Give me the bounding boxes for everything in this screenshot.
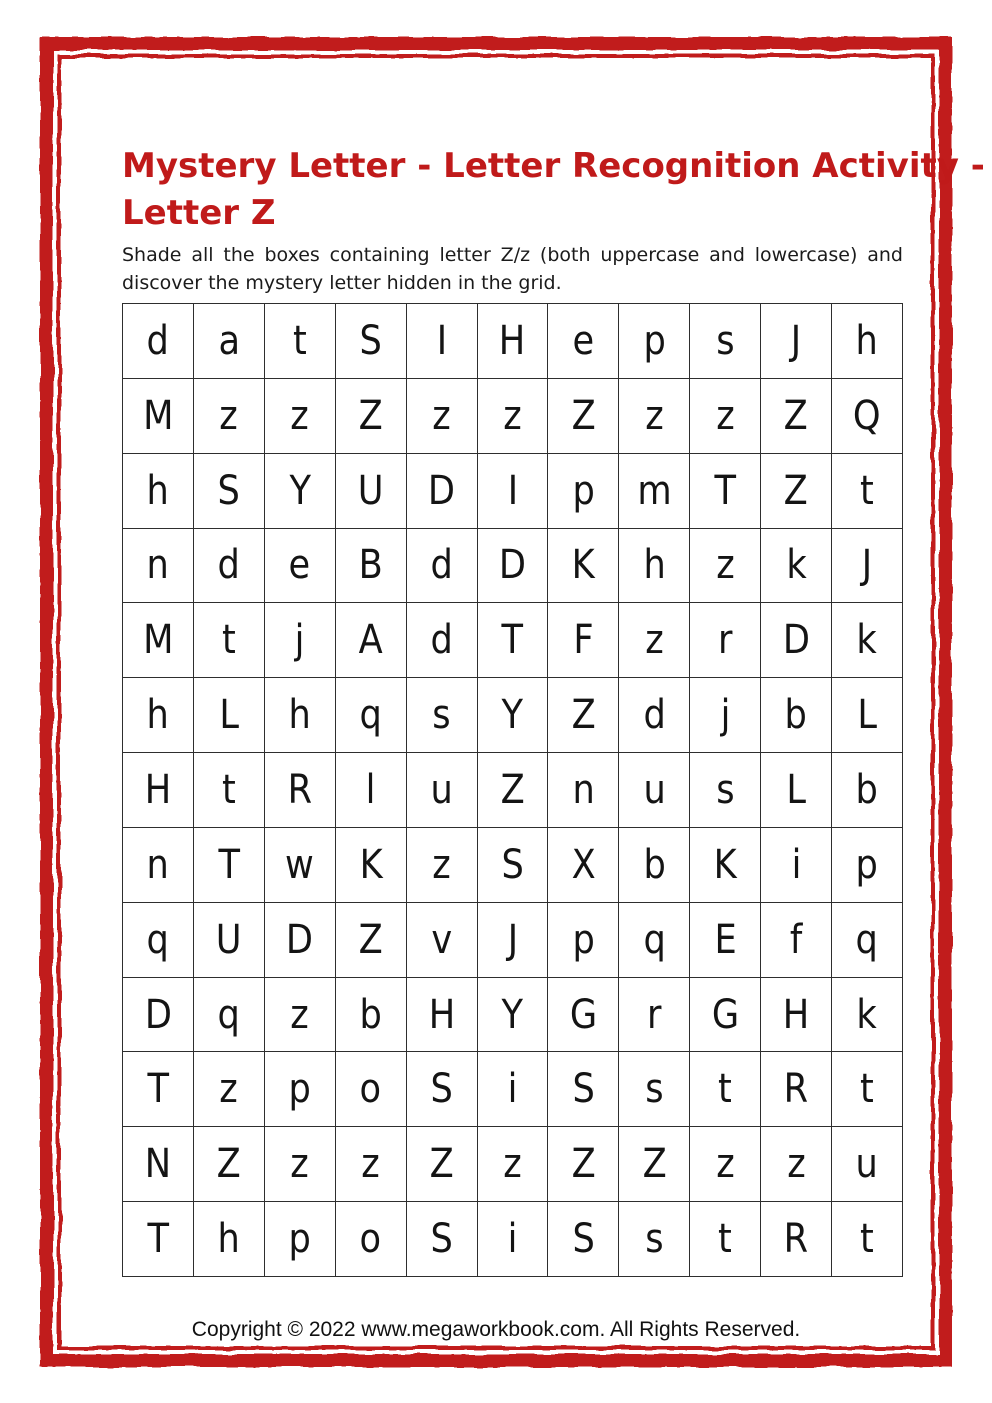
grid-cell-letter: n xyxy=(146,841,170,888)
grid-cell-letter: Y xyxy=(289,467,311,514)
grid-cell-letter: h xyxy=(217,1216,241,1263)
grid-cell-letter: D xyxy=(498,542,527,589)
grid-cell[interactable] xyxy=(123,903,193,977)
grid-cell-letter: h xyxy=(146,692,170,739)
grid-cell[interactable] xyxy=(265,603,335,677)
grid-cell[interactable] xyxy=(690,1052,760,1126)
grid-cell-letter: d xyxy=(430,542,453,589)
grid-cell[interactable] xyxy=(478,1202,548,1276)
grid-cell[interactable] xyxy=(265,1127,335,1201)
grid-cell-letter: d xyxy=(643,692,666,739)
grid-cell[interactable] xyxy=(336,529,406,603)
grid-cell-letter: R xyxy=(783,1066,809,1113)
grid-cell-letter: L xyxy=(219,692,239,739)
grid-cell[interactable] xyxy=(123,978,193,1052)
grid-cell-letter: d xyxy=(430,617,453,664)
grid-cell-letter: t xyxy=(860,467,874,514)
grid-cell-letter: d xyxy=(146,317,170,364)
grid-cell-letter: s xyxy=(645,1216,664,1263)
grid-cell-letter: p xyxy=(572,916,595,963)
grid-cell[interactable] xyxy=(619,903,689,977)
grid-cell[interactable] xyxy=(336,678,406,752)
grid-cell[interactable] xyxy=(407,1052,477,1126)
grid-cell[interactable] xyxy=(761,753,831,827)
grid-cell[interactable] xyxy=(265,753,335,827)
grid-cell-letter: z xyxy=(290,1141,310,1188)
grid-cell-letter: p xyxy=(855,841,879,888)
grid-cell[interactable] xyxy=(548,903,618,977)
grid-cell-letter: Z xyxy=(571,392,596,439)
grid-cell[interactable] xyxy=(336,304,406,378)
grid-cell[interactable] xyxy=(690,529,760,603)
grid-cell-letter: k xyxy=(856,991,878,1038)
grid-cell-letter: J xyxy=(790,317,802,364)
grid-cell-letter: z xyxy=(715,1141,735,1188)
grid-cell[interactable] xyxy=(548,1202,618,1276)
grid-cell-letter: G xyxy=(711,991,739,1038)
grid-cell-letter: z xyxy=(503,1141,522,1188)
grid-cell-letter: Y xyxy=(501,692,524,739)
grid-cell-letter: n xyxy=(572,766,595,813)
grid-cell-letter: A xyxy=(358,617,383,664)
grid-cell[interactable] xyxy=(619,678,689,752)
grid-cell-letter: r xyxy=(647,991,662,1038)
grid-cell[interactable] xyxy=(761,903,831,977)
grid-cell[interactable] xyxy=(407,379,477,453)
grid-cell[interactable] xyxy=(336,1127,406,1201)
grid-cell-letter: Z xyxy=(358,916,383,963)
grid-cell[interactable] xyxy=(265,978,335,1052)
grid-cell[interactable] xyxy=(194,304,264,378)
grid-cell-letter: Z xyxy=(784,392,809,439)
grid-cell[interactable] xyxy=(761,678,831,752)
grid-cell-letter: h xyxy=(855,317,879,364)
grid-cell[interactable] xyxy=(123,529,193,603)
grid-cell[interactable] xyxy=(407,828,477,902)
grid-cell[interactable] xyxy=(619,379,689,453)
grid-cell[interactable] xyxy=(548,753,618,827)
grid-cell[interactable] xyxy=(265,903,335,977)
grid-cell-letter: T xyxy=(218,841,240,888)
grid-cell[interactable] xyxy=(194,1127,264,1201)
grid-cell[interactable] xyxy=(194,1052,264,1126)
grid-cell[interactable] xyxy=(619,1202,689,1276)
grid-cell[interactable] xyxy=(478,379,548,453)
grid-cell[interactable] xyxy=(194,529,264,603)
grid-cell[interactable] xyxy=(690,678,760,752)
grid-cell[interactable] xyxy=(407,753,477,827)
grid-cell[interactable] xyxy=(690,903,760,977)
grid-cell[interactable] xyxy=(336,1052,406,1126)
grid-cell-letter: t xyxy=(860,1066,874,1113)
grid-cell[interactable] xyxy=(194,379,264,453)
grid-cell-letter: K xyxy=(571,542,595,589)
grid-cell[interactable] xyxy=(761,978,831,1052)
grid-cell[interactable] xyxy=(407,529,477,603)
grid-cell-letter: T xyxy=(147,1216,169,1263)
grid-cell-letter: D xyxy=(144,991,172,1038)
grid-cell[interactable] xyxy=(619,1052,689,1126)
grid-cell[interactable] xyxy=(194,828,264,902)
grid-cell-letter: h xyxy=(643,542,666,589)
grid-cell-letter: Z xyxy=(216,1141,241,1188)
grid-cell[interactable] xyxy=(123,828,193,902)
grid-cell-letter: Q xyxy=(853,392,881,439)
grid-cell[interactable] xyxy=(407,678,477,752)
grid-cell-letter: z xyxy=(432,841,451,888)
grid-cell-letter: s xyxy=(716,317,735,364)
grid-cell[interactable] xyxy=(123,753,193,827)
grid-cell-letter: Z xyxy=(642,1141,667,1188)
grid-cell[interactable] xyxy=(407,304,477,378)
grid-cell[interactable] xyxy=(548,603,618,677)
grid-cell-letter: b xyxy=(643,841,666,888)
grid-cell-letter: t xyxy=(221,766,236,813)
grid-cell-letter: z xyxy=(361,1141,380,1188)
grid-cell-letter: Z xyxy=(358,392,383,439)
footer-copyright: Copyright © 2022 www.megaworkbook.com. All Rights Reserved. xyxy=(191,1318,801,1341)
grid-cell[interactable] xyxy=(336,753,406,827)
grid-cell[interactable] xyxy=(690,454,760,528)
grid-cell[interactable] xyxy=(761,529,831,603)
grid-cell[interactable] xyxy=(690,828,760,902)
grid-cell[interactable] xyxy=(832,603,902,677)
grid-cell[interactable] xyxy=(478,529,548,603)
grid-cell-letter: s xyxy=(432,692,451,739)
grid-cell[interactable] xyxy=(832,978,902,1052)
grid-cell[interactable] xyxy=(619,603,689,677)
grid-cell-letter: h xyxy=(288,692,311,739)
grid-cell[interactable] xyxy=(265,678,335,752)
grid-cell-letter: H xyxy=(499,317,526,364)
grid-cell[interactable] xyxy=(265,454,335,528)
grid-cell[interactable] xyxy=(336,454,406,528)
grid-cell[interactable] xyxy=(548,1127,618,1201)
grid-cell[interactable] xyxy=(548,304,618,378)
grid-cell[interactable] xyxy=(265,1202,335,1276)
grid-cell-letter: N xyxy=(144,1141,172,1188)
grid-cell-letter: X xyxy=(571,841,596,888)
grid-cell[interactable] xyxy=(336,978,406,1052)
grid-cell[interactable] xyxy=(478,828,548,902)
grid-cell-letter: R xyxy=(287,766,312,813)
grid-cell-letter: m xyxy=(637,467,672,514)
page-title-line1: Mystery Letter - Letter Recognition Activity - xyxy=(122,145,985,186)
grid-cell-letter: v xyxy=(431,916,452,963)
grid-cell-letter: L xyxy=(857,692,877,739)
grid-cell[interactable] xyxy=(690,304,760,378)
grid-cell[interactable] xyxy=(832,304,902,378)
letter-grid xyxy=(122,303,903,1277)
grid-cell[interactable] xyxy=(194,678,264,752)
grid-cell-letter: T xyxy=(147,1066,169,1113)
page-title xyxy=(122,143,985,237)
grid-cell[interactable] xyxy=(336,828,406,902)
grid-cell[interactable] xyxy=(478,753,548,827)
grid-cell-letter: U xyxy=(357,467,384,514)
grid-cell-letter: l xyxy=(365,766,376,813)
grid-cell[interactable] xyxy=(761,603,831,677)
grid-cell-letter: p xyxy=(288,1216,311,1263)
grid-cell[interactable] xyxy=(832,1202,902,1276)
grid-cell[interactable] xyxy=(548,379,618,453)
grid-cell[interactable] xyxy=(336,379,406,453)
grid-cell-letter: o xyxy=(359,1216,382,1263)
grid-cell[interactable] xyxy=(548,454,618,528)
grid-cell[interactable] xyxy=(194,1202,264,1276)
grid-cell[interactable] xyxy=(832,903,902,977)
grid-cell[interactable] xyxy=(690,1202,760,1276)
grid-cell[interactable] xyxy=(123,678,193,752)
grid-cell[interactable] xyxy=(619,1127,689,1201)
grid-cell[interactable] xyxy=(123,379,193,453)
grid-cell-letter: D xyxy=(428,467,456,514)
grid-cell-letter: D xyxy=(782,617,810,664)
grid-cell-letter: b xyxy=(784,692,808,739)
grid-cell[interactable] xyxy=(761,1052,831,1126)
grid-cell[interactable] xyxy=(619,978,689,1052)
grid-cell[interactable] xyxy=(194,603,264,677)
grid-cell-letter: a xyxy=(218,317,240,364)
grid-cell-letter: t xyxy=(718,1066,733,1113)
grid-cell-letter: E xyxy=(714,916,737,963)
grid-cell-letter: Z xyxy=(429,1141,454,1188)
grid-cell[interactable] xyxy=(336,603,406,677)
grid-cell-letter: w xyxy=(285,841,315,888)
grid-cell[interactable] xyxy=(548,828,618,902)
grid-cell-letter: z xyxy=(503,392,522,439)
grid-cell-letter: d xyxy=(217,542,241,589)
grid-cell-letter: T xyxy=(714,467,736,514)
grid-cell[interactable] xyxy=(407,603,477,677)
grid-cell[interactable] xyxy=(619,304,689,378)
grid-cell-letter: F xyxy=(573,617,594,664)
grid-cell[interactable] xyxy=(690,753,760,827)
grid-cell-letter: b xyxy=(855,766,879,813)
grid-cell[interactable] xyxy=(832,379,902,453)
grid-cell-letter: b xyxy=(359,991,382,1038)
grid-cell-letter: S xyxy=(359,317,382,364)
grid-cell[interactable] xyxy=(194,454,264,528)
grid-cell-letter: u xyxy=(643,766,666,813)
grid-cell-letter: D xyxy=(286,916,314,963)
grid-cell-letter: R xyxy=(783,1216,809,1263)
grid-cell[interactable] xyxy=(690,978,760,1052)
grid-cell[interactable] xyxy=(407,1202,477,1276)
grid-cell[interactable] xyxy=(478,1127,548,1201)
grid-cell[interactable] xyxy=(265,379,335,453)
grid-cell-letter: s xyxy=(645,1066,664,1113)
grid-cell-letter: j xyxy=(294,617,305,664)
grid-cell[interactable] xyxy=(194,903,264,977)
grid-cell-letter: z xyxy=(786,1141,806,1188)
grid-cell-letter: t xyxy=(718,1216,733,1263)
grid-cell-letter: S xyxy=(430,1066,453,1113)
grid-cell-letter: e xyxy=(572,317,595,364)
grid-cell[interactable] xyxy=(761,304,831,378)
grid-cell[interactable] xyxy=(336,903,406,977)
grid-cell-letter: I xyxy=(507,467,518,514)
grid-cell-letter: Z xyxy=(571,1141,596,1188)
grid-cell-letter: Y xyxy=(501,991,524,1038)
grid-cell[interactable] xyxy=(478,304,548,378)
grid-cell[interactable] xyxy=(265,529,335,603)
grid-cell[interactable] xyxy=(123,1127,193,1201)
grid-cell[interactable] xyxy=(548,678,618,752)
grid-cell-letter: k xyxy=(785,542,807,589)
grid-cell-letter: p xyxy=(572,467,595,514)
grid-cell-letter: M xyxy=(142,392,174,439)
grid-cell-letter: q xyxy=(855,916,879,963)
grid-cell[interactable] xyxy=(690,1127,760,1201)
grid-cell[interactable] xyxy=(548,529,618,603)
grid-cell-letter: q xyxy=(359,692,382,739)
grid-cell[interactable] xyxy=(832,1127,902,1201)
grid-cell[interactable] xyxy=(194,978,264,1052)
grid-cell-letter: T xyxy=(501,617,524,664)
grid-cell-letter: e xyxy=(288,542,311,589)
grid-cell[interactable] xyxy=(478,978,548,1052)
grid-cell-letter: z xyxy=(645,392,664,439)
grid-cell-letter: k xyxy=(856,617,878,664)
grid-cell[interactable] xyxy=(265,304,335,378)
grid-cell-letter: S xyxy=(430,1216,453,1263)
grid-cell-letter: o xyxy=(359,1066,382,1113)
grid-cell[interactable] xyxy=(690,603,760,677)
grid-cell[interactable] xyxy=(761,379,831,453)
grid-cell-letter: z xyxy=(432,392,451,439)
grid-cell-letter: H xyxy=(782,991,810,1038)
grid-cell-letter: K xyxy=(713,841,737,888)
grid-cell[interactable] xyxy=(548,1052,618,1126)
grid-cell[interactable] xyxy=(407,1127,477,1201)
grid-cell[interactable] xyxy=(832,1052,902,1126)
grid-cell[interactable] xyxy=(832,529,902,603)
grid-cell-letter: z xyxy=(219,1066,239,1113)
grid-cell-letter: z xyxy=(715,542,735,589)
grid-cell-letter: J xyxy=(507,916,518,963)
grid-cell[interactable] xyxy=(265,1052,335,1126)
grid-cell-letter: z xyxy=(219,392,239,439)
grid-cell[interactable] xyxy=(478,678,548,752)
grid-cell-letter: t xyxy=(221,617,236,664)
grid-cell[interactable] xyxy=(123,603,193,677)
grid-cell-letter: M xyxy=(142,617,174,664)
grid-cell[interactable] xyxy=(832,828,902,902)
grid-cell-letter: S xyxy=(572,1066,595,1113)
grid-cell-letter: j xyxy=(720,692,731,739)
grid-cell-letter: G xyxy=(569,991,598,1038)
grid-cell-letter: S xyxy=(217,467,241,514)
grid-cell[interactable] xyxy=(619,753,689,827)
grid-cell-letter: q xyxy=(146,916,170,963)
grid-cell[interactable] xyxy=(548,978,618,1052)
grid-cell-letter: p xyxy=(288,1066,311,1113)
grid-cell-letter: q xyxy=(217,991,241,1038)
grid-cell[interactable] xyxy=(194,753,264,827)
grid-cell[interactable] xyxy=(690,379,760,453)
grid-cell-letter: i xyxy=(791,841,802,888)
grid-cell[interactable] xyxy=(407,454,477,528)
grid-cell[interactable] xyxy=(123,1052,193,1126)
grid-cell-letter: Z xyxy=(571,692,596,739)
grid-cell-letter: p xyxy=(643,317,666,364)
grid-cell[interactable] xyxy=(123,454,193,528)
grid-cell[interactable] xyxy=(832,753,902,827)
grid-cell-letter: u xyxy=(430,766,453,813)
grid-cell-letter: z xyxy=(715,392,735,439)
grid-cell-letter: U xyxy=(215,916,242,963)
grid-cell-letter: Z xyxy=(500,766,525,813)
grid-cell-letter: z xyxy=(290,392,310,439)
grid-cell[interactable] xyxy=(407,903,477,977)
grid-cell[interactable] xyxy=(619,529,689,603)
grid-cell-letter: n xyxy=(146,542,170,589)
grid-cell-letter: S xyxy=(572,1216,595,1263)
grid-cell-letter: B xyxy=(358,542,383,589)
grid-cell-letter: Z xyxy=(784,467,809,514)
grid-cell[interactable] xyxy=(123,1202,193,1276)
grid-cell[interactable] xyxy=(478,1052,548,1126)
grid-cell[interactable] xyxy=(478,454,548,528)
grid-cell-letter: J xyxy=(861,542,873,589)
grid-cell-letter: H xyxy=(144,766,172,813)
instructions-text: Shade all the boxes containing letter Z/z (both uppercase and lowercase) and discover the mystery letter hidden in the grid. xyxy=(122,244,903,294)
grid-cell-letter: i xyxy=(507,1066,518,1113)
grid-cell[interactable] xyxy=(761,454,831,528)
page-title-line2: Letter Z xyxy=(122,192,276,233)
grid-cell-letter: z xyxy=(645,617,664,664)
grid-cell[interactable] xyxy=(265,828,335,902)
grid-cell[interactable] xyxy=(832,678,902,752)
grid-cell[interactable] xyxy=(832,454,902,528)
grid-cell[interactable] xyxy=(619,454,689,528)
grid-cell-letter: u xyxy=(855,1141,879,1188)
grid-cell[interactable] xyxy=(478,603,548,677)
grid-cell-letter: K xyxy=(359,841,383,888)
grid-cell-letter: i xyxy=(507,1216,518,1263)
grid-cell-letter: t xyxy=(860,1216,874,1263)
grid-cell[interactable] xyxy=(123,304,193,378)
grid-cell-letter: f xyxy=(789,916,803,963)
grid-cell[interactable] xyxy=(761,828,831,902)
grid-cell-letter: t xyxy=(292,317,307,364)
grid-cell-letter: L xyxy=(786,766,806,813)
grid-cell-letter: z xyxy=(290,991,310,1038)
grid-cell-letter: q xyxy=(643,916,666,963)
grid-cell-letter: h xyxy=(146,467,170,514)
grid-cell-letter: S xyxy=(501,841,524,888)
grid-cell[interactable] xyxy=(761,1127,831,1201)
grid-cell[interactable] xyxy=(407,978,477,1052)
grid-cell-letter: s xyxy=(716,766,735,813)
grid-cell-letter: H xyxy=(428,991,455,1038)
grid-cell[interactable] xyxy=(336,1202,406,1276)
grid-cell-letter: I xyxy=(436,317,447,364)
grid-cell-letter: r xyxy=(717,617,733,664)
grid-cell[interactable] xyxy=(619,828,689,902)
grid-cell[interactable] xyxy=(761,1202,831,1276)
grid-cell[interactable] xyxy=(478,903,548,977)
